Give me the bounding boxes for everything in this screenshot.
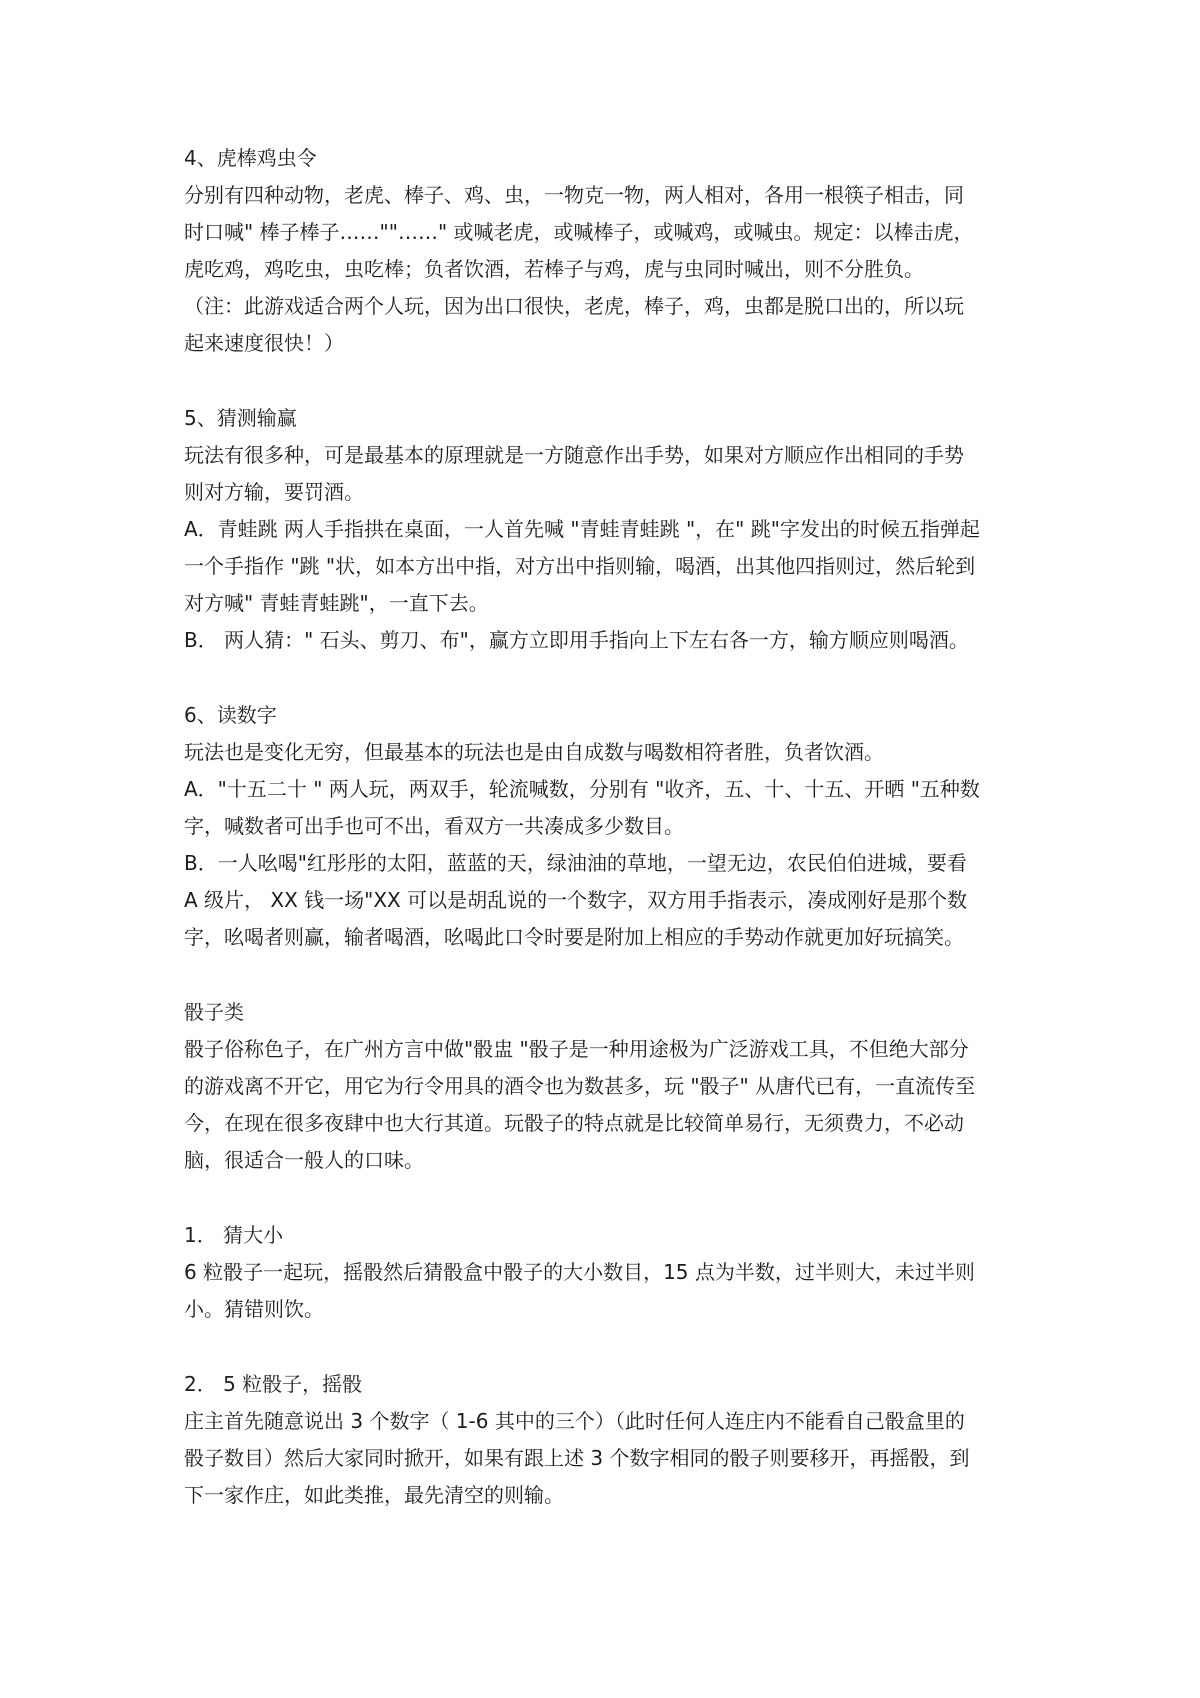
paragraph-line: 一个手指作 "跳 "状，如本方出中指，对方出中指则输，喝酒，出其他四指则过，然后轮到 [184,554,976,578]
section-title: 6、读数字 [184,703,277,727]
paragraph-line: 庄主首先随意说出 3 个数字（ 1-6 其中的三个）（此时任何人连庄内不能看自己骰盒里的 [184,1409,965,1433]
paragraph-line: 今，在现在很多夜肆中也大行其道。玩骰子的特点就是比较简单易行，无须费力，不必动 [184,1111,964,1135]
section [184,140,1044,362]
paragraph-line: 分别有四种动物，老虎、棒子、鸡、虫，一物克一物，两人相对，各用一根筷子相击，同 [184,183,964,207]
paragraph-line: 起来速度很快！） [184,331,344,355]
section-title: 4、虎棒鸡虫令 [184,146,317,170]
section [184,994,1044,1179]
section [184,400,1044,659]
paragraph-line: 玩法也是变化无穷，但最基本的玩法也是由自成数与喝数相符者胜，负者饮酒。 [184,740,884,764]
paragraph-line: 的游戏离不开它，用它为行令用具的酒令也为数甚多，玩 "骰子" 从唐代已有，一直流传至 [184,1074,976,1098]
paragraph-line: 字，吆喝者则赢，输者喝酒，吆喝此口令时要是附加上相应的手势动作就更加好玩搞笑。 [184,925,964,949]
section [184,1217,1044,1328]
paragraph-line: 对方喊" 青蛙青蛙跳"，一直下去。 [184,591,489,615]
paragraph-line: 小。猜错则饮。 [184,1297,324,1321]
paragraph-line: A 级片， XX 钱一场"XX 可以是胡乱说的一个数字，双方用手指表示，凑成刚好是那个数 [184,888,968,912]
paragraph-line: 6 粒骰子一起玩，摇骰然后猜骰盒中骰子的大小数目，15 点为半数，过半则大，未过半则 [184,1260,975,1284]
section-title: 2． 5 粒骰子，摇骰 [184,1372,363,1396]
section [184,697,1044,956]
paragraph-line: 则对方输，要罚酒。 [184,480,364,504]
paragraph-line: 脑，很适合一般人的口味。 [184,1148,424,1172]
paragraph-line: 下一家作庄，如此类推，最先清空的则输。 [184,1483,564,1507]
section-title: 5、猜测输赢 [184,406,297,430]
paragraph-line: 骰子数目）然后大家同时掀开，如果有跟上述 3 个数字相同的骰子则要移开，再摇骰，到 [184,1446,970,1470]
paragraph-line: 字，喊数者可出手也可不出，看双方一共凑成多少数目。 [184,814,684,838]
section-title: 骰子类 [184,1000,244,1024]
paragraph-line: 玩法有很多种，可是最基本的原理就是一方随意作出手势，如果对方顺应作出相同的手势 [184,443,964,467]
paragraph-line: 虎吃鸡，鸡吃虫，虫吃棒；负者饮酒，若棒子与鸡，虎与虫同时喊出，则不分胜负。 [184,257,924,281]
paragraph-line: A．青蛙跳 两人手指拱在桌面，一人首先喊 "青蛙青蛙跳 "，在" 跳"字发出的时候五指弹起 [184,517,980,541]
paragraph-line: 骰子俗称色子，在广州方言中做"骰盅 "骰子是一种用途极为广泛游戏工具，不但绝大部分 [184,1037,969,1061]
section [184,1366,1044,1514]
paragraph-line: 时口喊" 棒子棒子……""……" 或喊老虎，或喊棒子，或喊鸡，或喊虫。规定：以棒击虎， [184,220,974,244]
paragraph-line: （注：此游戏适合两个人玩，因为出口很快，老虎，棒子，鸡，虫都是脱口出的，所以玩 [184,294,964,318]
section-title: 1． 猜大小 [184,1223,284,1247]
paragraph-line: B．一人吆喝"红彤彤的太阳，蓝蓝的天，绿油油的草地，一望无边，农民伯伯进城，要看 [184,851,967,875]
document-body [184,140,1044,1552]
paragraph-line: B． 两人猜：" 石头、剪刀、布"，赢方立即用手指向上下左右各一方，输方顺应则喝酒。 [184,628,969,652]
paragraph-line: A．"十五二十 " 两人玩，两双手，轮流喊数，分别有 "收齐，五、十、十五、开晒 "五种数 [184,777,980,801]
